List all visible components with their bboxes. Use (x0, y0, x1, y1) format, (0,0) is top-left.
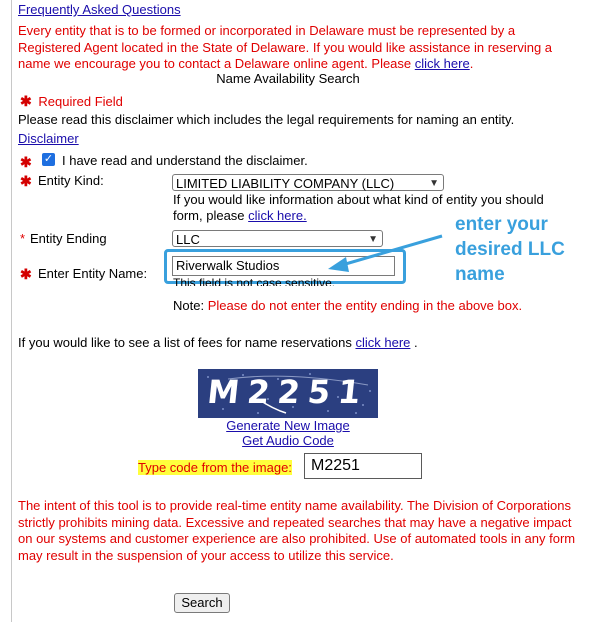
asterisk-icon: ✱ (20, 266, 32, 282)
intro-suffix: . (469, 56, 474, 71)
note-text: Please do not enter the entity ending in the above box. (207, 298, 523, 313)
fees-suffix: . (414, 335, 418, 350)
callout-line-2: desired LLC (455, 239, 565, 260)
captcha-input-value: M2251 (311, 457, 360, 474)
disclaimer-link[interactable]: Disclaimer (18, 131, 79, 146)
captcha-image (198, 369, 378, 418)
intro-text: Every entity that is to be formed or incorporated in Delaware must be represented by a Registered Agent located in the State of Delaware. If you would like assistance in reserving a name we encourage you to contact a Delaware online agent. Please (18, 23, 553, 71)
agent-click-here-link[interactable]: click here (414, 56, 470, 71)
entity-kind-click-here-link[interactable]: click here. (248, 207, 307, 223)
usage-warning: The intent of this tool is to provide real-time entity name availability. The Division of Corporations strictly prohibits mining data. Excessive and repeated searches that may have a negative impact on our systems and customer experience are also prohibited. Use of automated tools in any form may result in the suspension of your access to utilize this service. (18, 498, 576, 563)
search-button[interactable]: Search (174, 593, 230, 613)
generate-new-image-link[interactable]: Generate New Image (226, 418, 350, 433)
asterisk-icon: * (20, 231, 26, 246)
callout-line-3: name (455, 264, 505, 285)
captcha-image-text: M2251 (205, 373, 371, 411)
entity-name-note (173, 298, 522, 313)
asterisk-icon: ✱ (20, 154, 32, 170)
entity-ending-value: LLC (176, 232, 200, 247)
entity-kind-select[interactable] (172, 174, 444, 191)
chevron-down-icon: ▼ (429, 178, 439, 189)
captcha-prompt: Type code from the image: (138, 460, 292, 475)
entity-name-case-note: This field is not case sensitive. (173, 276, 336, 286)
callout-arrow-icon (320, 228, 450, 278)
get-audio-code-link[interactable]: Get Audio Code (242, 433, 334, 448)
callout-annotation (455, 212, 565, 287)
page-border (11, 0, 12, 622)
disclaimer-checkbox[interactable]: ✓ (43, 153, 54, 165)
intro-paragraph (18, 23, 578, 73)
asterisk-icon: ✱ (20, 93, 32, 109)
disclaimer-checkbox-label: I have read and understand the disclaimer. (62, 153, 308, 168)
disclaimer-instruction: Please read this disclaimer which includes the legal requirements for naming an entity. (18, 112, 515, 127)
asterisk-icon: ✱ (20, 173, 32, 189)
entity-kind-value: LIMITED LIABILITY COMPANY (LLC) (176, 176, 395, 191)
required-note-text: Required Field (38, 94, 123, 109)
entity-ending-label: Entity Ending (30, 231, 107, 246)
chevron-down-icon: ▼ (368, 234, 378, 245)
entity-name-label: Enter Entity Name: (38, 266, 148, 281)
captcha-input[interactable] (304, 453, 422, 479)
fees-line (18, 335, 418, 350)
required-note (20, 93, 123, 110)
faq-link[interactable]: Frequently Asked Questions (18, 2, 181, 17)
note-label: Note: (173, 298, 205, 313)
fees-text: If you would like to see a list of fees for name reservations (18, 335, 352, 350)
fees-click-here-link[interactable]: click here (355, 335, 411, 350)
entity-name-value: Riverwalk Studios (176, 258, 280, 273)
page-title: Name Availability Search (216, 71, 360, 86)
callout-line-1: enter your (455, 214, 548, 235)
entity-kind-label: Entity Kind: (38, 173, 104, 188)
entity-kind-help-text: If you would like information about what kind of entity you should form, please (173, 192, 544, 223)
